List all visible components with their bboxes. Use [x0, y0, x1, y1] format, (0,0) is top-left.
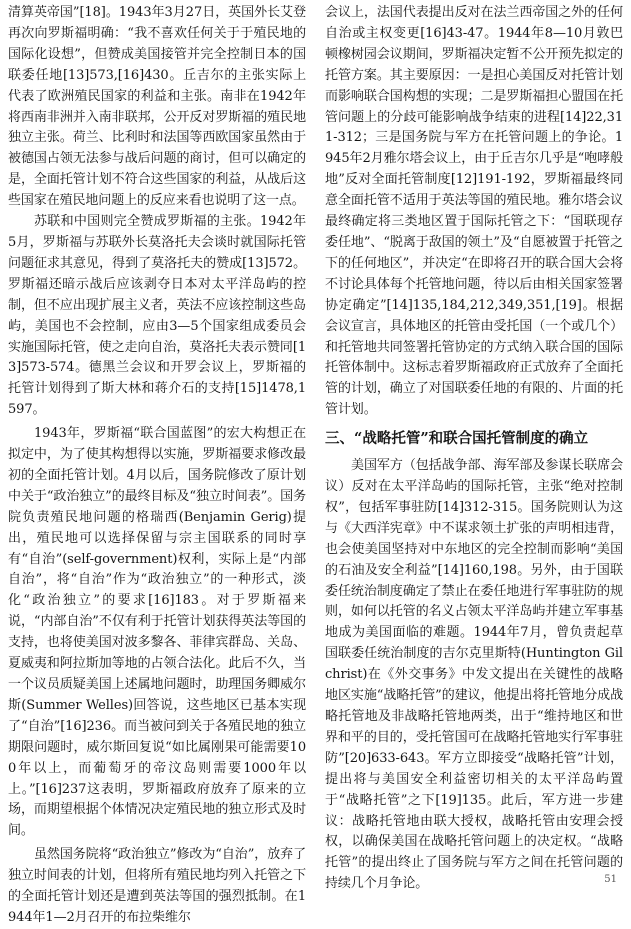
- body-paragraph: 1943年，罗斯福“联合国蓝图”的宏大构想正在拟定中，为了使其构想得以实施，罗斯福要求修改最初的全面托管计划。4月以后，国务院修改了原计划中关于“政治独立”的最终目标及“独立时间表”。国务院负责殖民地问题的格瑞西(Benjamin Gerig)提出，殖民地可以选择保留与宗主国联系的同时享有“自治”(self-government)权利，实际上是“内部自治”，将“自治”作为“政治独立”的一种形式，淡化“政治独立”的要求[16]183。对于罗斯福来说，“内部自治”不仅有利于托管计划获得英法等国的支持，也将使美国对波多黎各、菲律宾群岛、关岛、夏威夷和阿拉斯加等地的占领合法化。此后不久，当一个议员质疑美国上述属地问题时，助理国务卿威尔斯(Summer Welles)回答说，这些地区已基本实现了“自治”[16]236。而当被问到关于各殖民地的独立期限问题时，威尔斯回复说“如比属刚果可能需要100年以上，而葡萄牙的帝汶岛则需要1000年以上。”[16]237这表明，罗斯福政府放弃了原来的立场，而期望根据个体情况决定殖民地的独立形式及时间。: [8, 426, 306, 839]
- page-number: 51: [604, 874, 617, 885]
- right-column: [325, 3, 623, 895]
- body-paragraph: 会议上，法国代表提出反对在法兰西帝国之外的任何自治或主权变更[16]43-47。1944年8—10月敦巴顿橡树园会议期间，罗斯福决定暂不公开预先拟定的托管方案。其主要原因：一是担心美国反对托管计划而影响联合国构想的实现；二是罗斯福担心盟国在托管问题上的分歧可能影响战争结束的进程[14]22,311-312；三是国务院与军方在托管问题上的争论。1945年2月雅尔塔会议上，由于丘吉尔几乎是“咆哮般地”反对全面托管制度[12]191-192，罗斯福最终同意全面托管不适用于英法等国的殖民地。雅尔塔会议最终确定将三类地区置于国际托管之下：“国联现存委任地”、“脱离于敌国的领土”及“自愿被置于托管之下的任何地区”，并决定“在即将召开的联合国大会将不讨论具体每个托管地问题，待以后由相关国家签署协定确定”[14]135,184,212,349,351,[19]。根据会议宣言，具体地区的托管由受托国（一个或几个）和托管地共同签署托管协定的方式纳入联合国的国际托管体制中。这标志着罗斯福政府正式放弃了全面托管的计划，确立了对国联委任地的有限的、片面的托管计划。: [325, 5, 623, 418]
- body-paragraph: 苏联和中国则完全赞成罗斯福的主张。1942年5月，罗斯福与苏联外长莫洛托夫会谈时就国际托管问题征求其意见，得到了莫洛托夫的赞成[13]572。罗斯福还暗示战后应该剥夺日本对太平洋岛屿的控制，但不应出现扩展主义者，英法不应该控制这些岛屿，美国也不会控制，应由3—5个国家组成委员会实施国际托管，使之走向自治，莫洛托夫表示赞同[13]573-574。德黑兰会议和开罗会议上，罗斯福的托管计划得到了斯大林和蒋介石的支持[15]1478,1597。: [8, 214, 306, 418]
- body-paragraph: 清算英帝国”[18]。1943年3月27日，英国外长艾登再次向罗斯福明确：“我不喜欢任何关于于殖民地的国际化设想”，但赞成美国接管并完全控制日本的国联委任地[13]573,[16]430。丘吉尔的主张实际上代表了欧洲殖民国家的利益和主张。南非在1942年将西南非洲并入南非联邦，公开反对罗斯福的殖民地独立主张。荷兰、比利时和法国等西欧国家虽然由于被德国占领无法参与战后问题的商讨，但可以确定的是，全面托管计划不符合这些国家的利益，从战后这些国家在殖民地问题上的反应来看也说明了这一点。: [8, 5, 306, 209]
- body-paragraph: 虽然国务院将“政治独立”修改为“自治”，放弃了独立时间表的计划，但将所有殖民地均列入托管之下的全面托管计划还是遭到英法等国的强烈抵制。在1944年1—2月召开的布拉柴维尔: [8, 847, 306, 925]
- body-paragraph: 美国军方（包括战争部、海军部及参谋长联席会议）反对在太平洋岛屿的国际托管，主张“绝对控制权”，包括军事驻防[14]312-315。国务院则认为这与《大西洋宪章》中不谋求领土扩张的声明相违背，也会使美国坚持对中东地区的完全控制而影响“美国的石油及安全利益”[14]160,198。另外，由于国联委任统治制度确定了禁止在委任地进行军事驻防的规则，如何以托管的名义占领太平洋岛屿并建立军事基地成为美国面临的难题。1944年7月，曾负责起草国联委任统治制度的吉尔克里斯特(Huntington Gilchrist)在《外交事务》中发文提出在关键性的战略地区实施“战略托管”的建议，他提出将托管地分成战略托管地及非战略托管地两类，出于“维持地区和世界和平的目的，受托管国可在战略托管地实行军事驻防”[20]633-643。军方立即接受“战略托管”计划，提出将与美国安全利益密切相关的太平洋岛屿置于“战略托管”之下[19]135。此后，军方进一步建议：战略托管地由联大授权，战略托管由安理会授权，以确保美国在战略托管问题上的决定权。“战略托管”的提出终止了国务院与军方之间在托管问题的持续几个月争论。: [325, 458, 623, 892]
- left-column: [8, 3, 306, 929]
- section-heading: 三、“战略托管”和联合国托管制度的确立: [325, 430, 589, 448]
